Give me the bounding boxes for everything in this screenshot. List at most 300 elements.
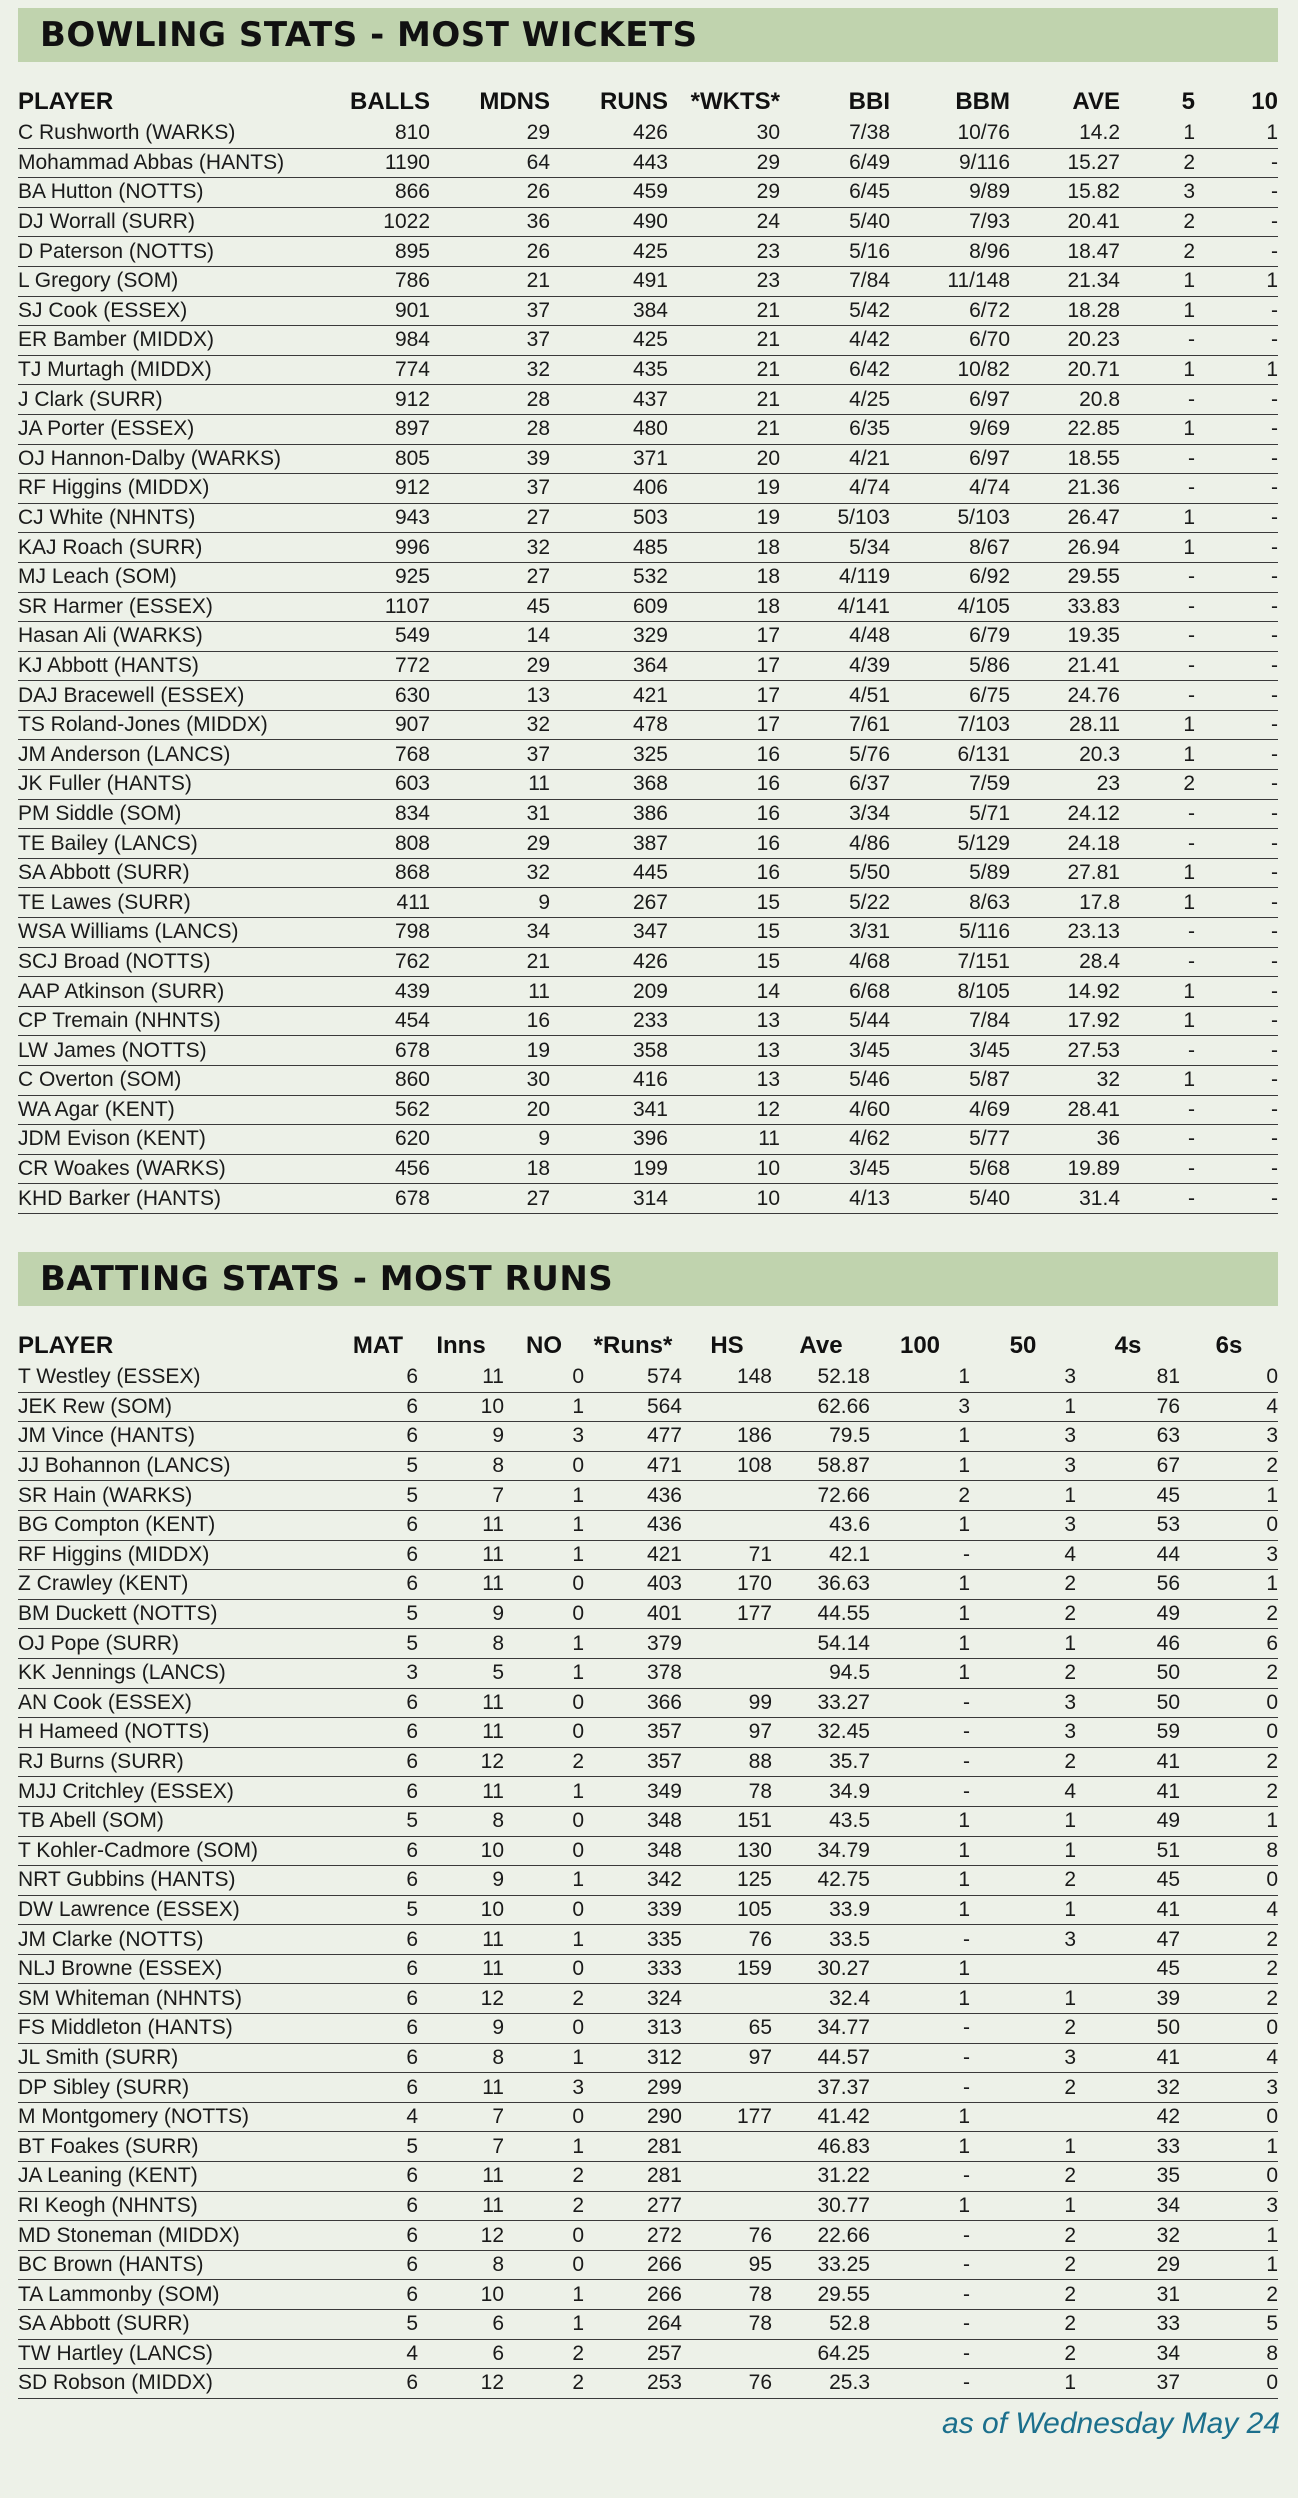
batting-row (18, 2369, 1278, 2399)
bowling-cell-10: - (1195, 474, 1278, 504)
player-name: Z Crawley (KENT) (18, 1570, 338, 1600)
bowling-cell-bbm: 5/129 (890, 829, 1010, 859)
bowling-cell-5: 1 (1120, 1006, 1195, 1036)
batting-header-4s: 4s (1114, 1332, 1142, 1359)
batting-cell-4s: 51 (1076, 1836, 1180, 1866)
bowling-cell-runs: 341 (550, 1095, 668, 1125)
bowling-cell-balls: 895 (318, 237, 430, 267)
batting-cell-inns: 8 (418, 1806, 504, 1836)
bowling-cell-balls: 901 (318, 296, 430, 326)
player-name: JJ Bohannon (LANCS) (18, 1451, 338, 1481)
batting-cell-hs: 76 (682, 2221, 772, 2251)
bowling-cell-wkts: 12 (668, 1095, 780, 1125)
bowling-cell-runs: 480 (550, 414, 668, 444)
batting-row (18, 2221, 1278, 2251)
bowling-cell-5: - (1120, 562, 1195, 592)
batting-cell-4s: 34 (1076, 2339, 1180, 2369)
batting-header-inns: Inns (436, 1332, 486, 1359)
player-name: JM Vince (HANTS) (18, 1422, 338, 1452)
batting-cell-hs: 76 (682, 1925, 772, 1955)
player-name: J Clark (SURR) (18, 385, 318, 415)
batting-cell-100: 1 (870, 1658, 970, 1688)
bowling-table (18, 78, 1278, 1214)
batting-cell-no: 1 (504, 1866, 584, 1896)
batting-cell-inns: 10 (418, 1392, 504, 1422)
batting-cell-hs: 78 (682, 2280, 772, 2310)
bowling-row (18, 858, 1278, 888)
batting-cell-6s: 0 (1180, 1718, 1278, 1748)
bowling-cell-5: 1 (1120, 503, 1195, 533)
batting-cell-runs: 436 (584, 1481, 682, 1511)
bowling-cell-bbm: 6/72 (890, 296, 1010, 326)
bowling-cell-10: 1 (1195, 355, 1278, 385)
bowling-cell-bbm: 7/93 (890, 207, 1010, 237)
bowling-title: BOWLING STATS - MOST WICKETS (40, 15, 698, 55)
batting-cell-no: 0 (504, 2250, 584, 2280)
bowling-cell-ave: 17.92 (1010, 1006, 1120, 1036)
bowling-cell-bbi: 5/50 (780, 858, 890, 888)
batting-cell-mat: 6 (338, 1363, 418, 1392)
bowling-cell-wkts: 10 (668, 1184, 780, 1214)
batting-cell-runs: 281 (584, 2162, 682, 2192)
bowling-cell-bbi: 3/45 (780, 1036, 890, 1066)
batting-cell-100: 2 (870, 1481, 970, 1511)
batting-row (18, 1747, 1278, 1777)
batting-row (18, 1629, 1278, 1659)
bowling-cell-ave: 28.4 (1010, 947, 1120, 977)
batting-cell-4s: 31 (1076, 2280, 1180, 2310)
batting-cell-inns: 9 (418, 1422, 504, 1452)
bowling-cell-balls: 925 (318, 562, 430, 592)
bowling-cell-bbm: 8/105 (890, 977, 1010, 1007)
bowling-cell-wkts: 29 (668, 148, 780, 178)
batting-cell-mat: 5 (338, 1481, 418, 1511)
batting-cell-50: 2 (970, 1658, 1076, 1688)
bowling-cell-wkts: 18 (668, 562, 780, 592)
player-name: TS Roland-Jones (MIDDX) (18, 710, 318, 740)
bowling-row (18, 947, 1278, 977)
bowling-row (18, 474, 1278, 504)
batting-cell-100: 1 (870, 1570, 970, 1600)
bowling-header-bbi: BBI (848, 88, 890, 115)
bowling-cell-balls: 996 (318, 533, 430, 563)
bowling-cell-5: - (1120, 1125, 1195, 1155)
batting-cell-runs: 357 (584, 1718, 682, 1748)
bowling-cell-wkts: 21 (668, 326, 780, 356)
batting-cell-runs: 564 (584, 1392, 682, 1422)
batting-cell-ave: 44.57 (772, 2043, 870, 2073)
batting-cell-6s: 8 (1180, 2339, 1278, 2369)
batting-cell-ave: 30.77 (772, 2191, 870, 2221)
player-name: KJ Abbott (HANTS) (18, 651, 318, 681)
bowling-cell-balls: 678 (318, 1184, 430, 1214)
bowling-cell-wkts: 23 (668, 237, 780, 267)
batting-cell-4s: 49 (1076, 1806, 1180, 1836)
bowling-cell-ave: 19.89 (1010, 1154, 1120, 1184)
bowling-cell-bbi: 4/74 (780, 474, 890, 504)
bowling-cell-10: - (1195, 1184, 1278, 1214)
batting-cell-inns: 11 (418, 1540, 504, 1570)
bowling-cell-bbi: 6/49 (780, 148, 890, 178)
bowling-cell-5: - (1120, 1184, 1195, 1214)
bowling-cell-mdns: 29 (430, 829, 550, 859)
batting-cell-100: 1 (870, 1599, 970, 1629)
batting-cell-50: 4 (970, 1777, 1076, 1807)
batting-cell-inns: 7 (418, 2102, 504, 2132)
bowling-cell-bbi: 7/38 (780, 119, 890, 148)
bowling-cell-runs: 416 (550, 1066, 668, 1096)
batting-cell-4s: 32 (1076, 2073, 1180, 2103)
batting-row (18, 1481, 1278, 1511)
batting-cell-no: 3 (504, 1422, 584, 1452)
bowling-cell-bbi: 4/119 (780, 562, 890, 592)
bowling-cell-bbi: 7/84 (780, 266, 890, 296)
bowling-cell-runs: 406 (550, 474, 668, 504)
bowling-row (18, 355, 1278, 385)
bowling-cell-mdns: 32 (430, 858, 550, 888)
bowling-cell-runs: 425 (550, 326, 668, 356)
bowling-cell-ave: 22.85 (1010, 414, 1120, 444)
bowling-row (18, 237, 1278, 267)
batting-cell-ave: 62.66 (772, 1392, 870, 1422)
batting-cell-inns: 12 (418, 2221, 504, 2251)
batting-cell-100: 1 (870, 1629, 970, 1659)
bowling-cell-balls: 1022 (318, 207, 430, 237)
batting-cell-4s: 42 (1076, 2102, 1180, 2132)
batting-cell-6s: 0 (1180, 1510, 1278, 1540)
batting-header-no: NO (526, 1332, 562, 1359)
bowling-cell-bbi: 3/45 (780, 1154, 890, 1184)
batting-cell-4s: 50 (1076, 1658, 1180, 1688)
bowling-row (18, 1154, 1278, 1184)
bowling-cell-5: 1 (1120, 355, 1195, 385)
batting-cell-4s: 41 (1076, 1895, 1180, 1925)
batting-cell-runs: 357 (584, 1747, 682, 1777)
batting-cell-100: 1 (870, 1954, 970, 1984)
bowling-cell-balls: 912 (318, 474, 430, 504)
batting-cell-4s: 50 (1076, 2014, 1180, 2044)
batting-cell-mat: 6 (338, 2043, 418, 2073)
bowling-cell-mdns: 9 (430, 888, 550, 918)
bowling-row (18, 148, 1278, 178)
batting-cell-ave: 37.37 (772, 2073, 870, 2103)
batting-cell-hs (682, 2073, 772, 2103)
batting-row (18, 1954, 1278, 1984)
bowling-cell-ave: 18.55 (1010, 444, 1120, 474)
bowling-cell-5: - (1120, 1036, 1195, 1066)
bowling-cell-mdns: 29 (430, 651, 550, 681)
bowling-cell-ave: 23 (1010, 770, 1120, 800)
bowling-header-runs: RUNS (599, 88, 668, 115)
bowling-cell-bbm: 6/97 (890, 385, 1010, 415)
player-name: BC Brown (HANTS) (18, 2250, 338, 2280)
batting-cell-hs: 99 (682, 1688, 772, 1718)
batting-cell-hs: 78 (682, 1777, 772, 1807)
batting-cell-runs: 299 (584, 2073, 682, 2103)
bowling-cell-wkts: 15 (668, 947, 780, 977)
bowling-cell-10: - (1195, 503, 1278, 533)
batting-cell-50: 2 (970, 2014, 1076, 2044)
bowling-row (18, 829, 1278, 859)
batting-cell-6s: 2 (1180, 1658, 1278, 1688)
batting-cell-hs (682, 2162, 772, 2192)
player-name: JDM Evison (KENT) (18, 1125, 318, 1155)
bowling-cell-5: 1 (1120, 296, 1195, 326)
batting-cell-hs: 130 (682, 1836, 772, 1866)
player-name: TA Lammonby (SOM) (18, 2280, 338, 2310)
batting-cell-runs: 403 (584, 1570, 682, 1600)
batting-cell-6s: 1 (1180, 1481, 1278, 1511)
bowling-cell-ave: 18.47 (1010, 237, 1120, 267)
bowling-cell-mdns: 32 (430, 710, 550, 740)
bowling-cell-balls: 866 (318, 178, 430, 208)
batting-cell-hs: 159 (682, 1954, 772, 1984)
bowling-cell-runs: 532 (550, 562, 668, 592)
bowling-cell-runs: 503 (550, 503, 668, 533)
batting-cell-inns: 6 (418, 2339, 504, 2369)
bowling-cell-runs: 435 (550, 355, 668, 385)
batting-table (18, 1322, 1278, 2399)
bowling-cell-wkts: 13 (668, 1036, 780, 1066)
batting-cell-no: 0 (504, 1451, 584, 1481)
bowling-cell-runs: 347 (550, 918, 668, 948)
bowling-cell-bbi: 5/40 (780, 207, 890, 237)
batting-cell-no: 1 (504, 1658, 584, 1688)
bowling-cell-bbi: 5/22 (780, 888, 890, 918)
batting-cell-100: 1 (870, 1363, 970, 1392)
bowling-cell-bbi: 5/44 (780, 1006, 890, 1036)
batting-cell-runs: 324 (584, 1984, 682, 2014)
bowling-cell-ave: 15.27 (1010, 148, 1120, 178)
bowling-cell-ave: 23.13 (1010, 918, 1120, 948)
bowling-cell-balls: 678 (318, 1036, 430, 1066)
batting-cell-runs: 266 (584, 2250, 682, 2280)
bowling-row (18, 119, 1278, 148)
batting-cell-hs (682, 1984, 772, 2014)
player-name: T Westley (ESSEX) (18, 1363, 338, 1392)
bowling-cell-runs: 445 (550, 858, 668, 888)
batting-cell-runs: 272 (584, 2221, 682, 2251)
batting-cell-6s: 2 (1180, 1777, 1278, 1807)
bowling-cell-bbm: 9/69 (890, 414, 1010, 444)
batting-cell-6s: 5 (1180, 2310, 1278, 2340)
bowling-cell-runs: 325 (550, 740, 668, 770)
player-name: SJ Cook (ESSEX) (18, 296, 318, 326)
bowling-cell-mdns: 9 (430, 1125, 550, 1155)
batting-cell-100: - (870, 2162, 970, 2192)
batting-cell-hs: 78 (682, 2310, 772, 2340)
bowling-cell-10: - (1195, 178, 1278, 208)
batting-cell-inns: 11 (418, 1954, 504, 1984)
batting-cell-runs: 436 (584, 1510, 682, 1540)
bowling-cell-5: - (1120, 947, 1195, 977)
bowling-cell-mdns: 13 (430, 681, 550, 711)
bowling-cell-balls: 786 (318, 266, 430, 296)
batting-cell-no: 1 (504, 1392, 584, 1422)
bowling-header-bbm: BBM (955, 88, 1010, 115)
bowling-cell-bbm: 8/67 (890, 533, 1010, 563)
bowling-cell-mdns: 27 (430, 562, 550, 592)
batting-header-runs: *Runs* (593, 1332, 673, 1359)
batting-cell-no: 0 (504, 1806, 584, 1836)
batting-cell-100: - (870, 1540, 970, 1570)
bowling-cell-5: 1 (1120, 266, 1195, 296)
bowling-cell-balls: 439 (318, 977, 430, 1007)
player-name: Hasan Ali (WARKS) (18, 622, 318, 652)
batting-cell-inns: 11 (418, 1925, 504, 1955)
bowling-cell-runs: 459 (550, 178, 668, 208)
batting-cell-mat: 6 (338, 1422, 418, 1452)
bowling-cell-balls: 907 (318, 710, 430, 740)
batting-cell-runs: 421 (584, 1540, 682, 1570)
bowling-cell-runs: 314 (550, 1184, 668, 1214)
bowling-cell-ave: 28.41 (1010, 1095, 1120, 1125)
bowling-row (18, 710, 1278, 740)
batting-cell-4s: 44 (1076, 1540, 1180, 1570)
batting-cell-ave: 25.3 (772, 2369, 870, 2399)
batting-row (18, 1806, 1278, 1836)
batting-cell-ave: 32.45 (772, 1718, 870, 1748)
batting-cell-50: 2 (970, 1747, 1076, 1777)
bowling-cell-runs: 368 (550, 770, 668, 800)
bowling-cell-wkts: 17 (668, 681, 780, 711)
batting-cell-6s: 0 (1180, 2369, 1278, 2399)
batting-cell-no: 1 (504, 2132, 584, 2162)
bowling-cell-5: 1 (1120, 414, 1195, 444)
player-name: MJ Leach (SOM) (18, 562, 318, 592)
bowling-row (18, 1036, 1278, 1066)
batting-cell-100: 1 (870, 1422, 970, 1452)
batting-row (18, 1866, 1278, 1896)
batting-cell-inns: 9 (418, 2014, 504, 2044)
batting-cell-mat: 6 (338, 1747, 418, 1777)
batting-cell-mat: 6 (338, 2073, 418, 2103)
bowling-cell-runs: 209 (550, 977, 668, 1007)
bowling-cell-bbm: 6/70 (890, 326, 1010, 356)
batting-header-ave: Ave (799, 1332, 843, 1359)
bowling-cell-10: - (1195, 444, 1278, 474)
batting-cell-6s: 2 (1180, 1599, 1278, 1629)
batting-cell-100: 3 (870, 1392, 970, 1422)
bowling-cell-10: - (1195, 207, 1278, 237)
batting-cell-no: 0 (504, 1954, 584, 1984)
bowling-cell-mdns: 11 (430, 977, 550, 1007)
batting-cell-hs (682, 2339, 772, 2369)
bowling-cell-ave: 15.82 (1010, 178, 1120, 208)
bowling-cell-ave: 18.28 (1010, 296, 1120, 326)
player-name: KHD Barker (HANTS) (18, 1184, 318, 1214)
batting-cell-100: 1 (870, 1451, 970, 1481)
bowling-cell-bbi: 4/21 (780, 444, 890, 474)
batting-cell-inns: 7 (418, 2132, 504, 2162)
batting-cell-4s: 76 (1076, 1392, 1180, 1422)
batting-cell-no: 2 (504, 1984, 584, 2014)
batting-cell-runs: 266 (584, 2280, 682, 2310)
batting-cell-inns: 12 (418, 1984, 504, 2014)
player-name: CP Tremain (NHNTS) (18, 1006, 318, 1036)
batting-cell-4s: 67 (1076, 1451, 1180, 1481)
bowling-cell-ave: 20.3 (1010, 740, 1120, 770)
batting-row (18, 1363, 1278, 1392)
batting-cell-100: 1 (870, 2132, 970, 2162)
batting-cell-no: 0 (504, 2014, 584, 2044)
bowling-row (18, 266, 1278, 296)
batting-cell-50: 1 (970, 1392, 1076, 1422)
batting-cell-inns: 10 (418, 2280, 504, 2310)
bowling-cell-10: - (1195, 799, 1278, 829)
batting-row (18, 2073, 1278, 2103)
bowling-cell-wkts: 17 (668, 622, 780, 652)
batting-cell-4s: 33 (1076, 2310, 1180, 2340)
player-name: SM Whiteman (NHNTS) (18, 1984, 338, 2014)
bowling-cell-bbm: 6/79 (890, 622, 1010, 652)
batting-cell-4s: 59 (1076, 1718, 1180, 1748)
bowling-cell-runs: 364 (550, 651, 668, 681)
bowling-cell-ave: 19.35 (1010, 622, 1120, 652)
batting-cell-mat: 6 (338, 1688, 418, 1718)
bowling-cell-runs: 267 (550, 888, 668, 918)
batting-cell-runs: 348 (584, 1836, 682, 1866)
player-name: T Kohler-Cadmore (SOM) (18, 1836, 338, 1866)
bowling-cell-runs: 384 (550, 296, 668, 326)
batting-cell-100: 1 (870, 2191, 970, 2221)
batting-cell-no: 0 (504, 1570, 584, 1600)
batting-cell-6s: 8 (1180, 1836, 1278, 1866)
batting-cell-hs: 105 (682, 1895, 772, 1925)
batting-cell-hs: 151 (682, 1806, 772, 1836)
batting-cell-6s: 2 (1180, 1925, 1278, 1955)
batting-cell-hs: 95 (682, 2250, 772, 2280)
player-name: D Paterson (NOTTS) (18, 237, 318, 267)
batting-cell-100: - (870, 1688, 970, 1718)
batting-cell-runs: 253 (584, 2369, 682, 2399)
bowling-cell-5: 1 (1120, 858, 1195, 888)
batting-cell-ave: 35.7 (772, 1747, 870, 1777)
batting-cell-inns: 7 (418, 1481, 504, 1511)
batting-row (18, 2280, 1278, 2310)
bowling-header-ave: AVE (1072, 88, 1120, 115)
bowling-cell-10: - (1195, 651, 1278, 681)
bowling-cell-balls: 984 (318, 326, 430, 356)
batting-cell-4s: 41 (1076, 1747, 1180, 1777)
batting-cell-100: - (870, 2221, 970, 2251)
bowling-cell-bbm: 5/116 (890, 918, 1010, 948)
batting-cell-runs: 477 (584, 1422, 682, 1452)
player-name: DAJ Bracewell (ESSEX) (18, 681, 318, 711)
batting-cell-50: 2 (970, 1866, 1076, 1896)
batting-cell-no: 0 (504, 2102, 584, 2132)
bowling-cell-5: - (1120, 681, 1195, 711)
batting-row (18, 1984, 1278, 2014)
bowling-cell-5: 1 (1120, 977, 1195, 1007)
batting-cell-runs: 379 (584, 1629, 682, 1659)
batting-cell-4s: 29 (1076, 2250, 1180, 2280)
bowling-cell-5: - (1120, 651, 1195, 681)
batting-cell-mat: 4 (338, 2102, 418, 2132)
batting-cell-ave: 36.63 (772, 1570, 870, 1600)
batting-row (18, 1895, 1278, 1925)
batting-cell-50: 2 (970, 2250, 1076, 2280)
batting-cell-no: 2 (504, 2369, 584, 2399)
bowling-cell-wkts: 16 (668, 858, 780, 888)
batting-cell-4s: 47 (1076, 1925, 1180, 1955)
batting-cell-6s: 4 (1180, 2043, 1278, 2073)
batting-cell-50: 3 (970, 1451, 1076, 1481)
player-name: BT Foakes (SURR) (18, 2132, 338, 2162)
player-name: NRT Gubbins (HANTS) (18, 1866, 338, 1896)
bowling-cell-bbm: 7/103 (890, 710, 1010, 740)
bowling-cell-runs: 609 (550, 592, 668, 622)
